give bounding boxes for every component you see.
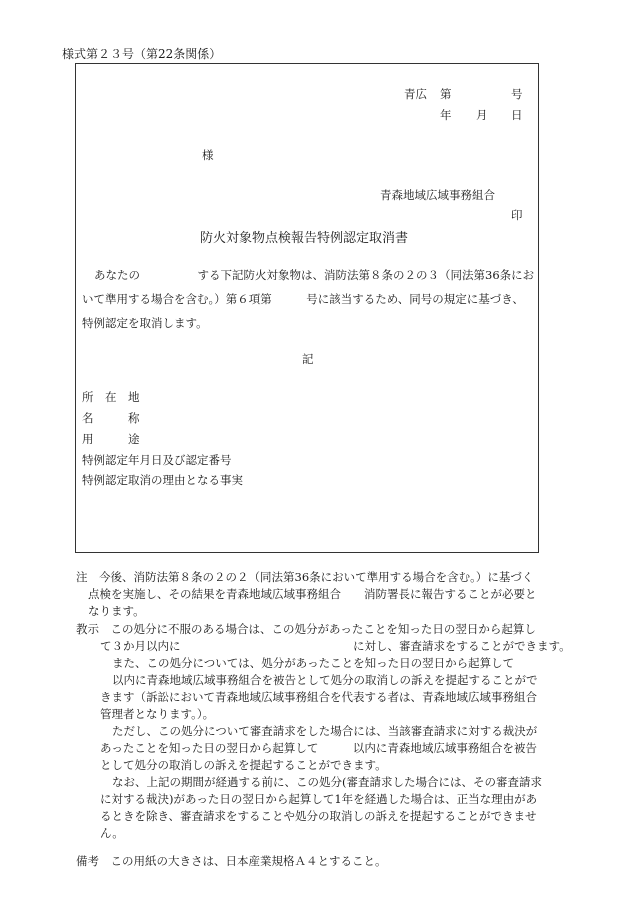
body-line-2: いて準用する場合を含む。）第６項第 号に該当するため、同号の規定に基づき、 — [82, 292, 524, 306]
form-number: 様式第２３号（第22条関係） — [62, 47, 222, 61]
kyoji-line-11: に対する裁決)があった日の翌日から起算して1年を経過した場合は、正当な理由があ — [100, 792, 538, 806]
seal-mark: 印 — [511, 208, 523, 222]
kyoji-line-1: 教示 この処分に不服のある場合は、この処分があったことを知った日の翌日から起算し — [76, 622, 536, 636]
kyoji-line-10: なお、上記の期間が経過する前に、この処分(審査請求した場合には、その審査請求 — [112, 775, 542, 789]
ref-dai: 第 — [440, 87, 452, 101]
note-chu-line-2: 点検を実施し、その結果を青森地域広域事務組合 消防署長に報告することが必要と — [88, 587, 537, 601]
ref-prefix: 青広 — [404, 87, 427, 101]
field-revocation-reason: 特例認定取消の理由となる事実 — [82, 473, 243, 487]
issuer-name: 青森地域広域事務組合 — [380, 188, 495, 202]
kyoji-line-6: 管理者となります。）。 — [100, 707, 215, 721]
kyoji-line-5: きます（訴訟において青森地域広域事務組合を代表する者は、青森地域広域事務組合 — [100, 690, 537, 704]
body-line-3: 特例認定を取消します。 — [82, 316, 208, 330]
kyoji-line-4: 以内に青森地域広域事務組合を被告として処分の取消しの訴えを提起することがで — [112, 673, 538, 687]
kyoji-line-3: また、この処分については、処分があったことを知った日の翌日から起算して — [112, 656, 515, 670]
document-title: 防火対象物点検報告特例認定取消書 — [200, 231, 409, 246]
field-usage: 用 途 — [82, 432, 140, 446]
kyoji-line-12: るときを除き、審査請求をすることや処分の取消しの訴えを提起することができませ — [100, 809, 537, 823]
remarks-line: 備考 この用紙の大きさは、日本産業規格Ａ４とすること。 — [76, 854, 387, 868]
kyoji-line-13: ん。 — [100, 826, 124, 840]
note-chu-line-3: なります。 — [88, 604, 145, 618]
certificate-frame — [75, 63, 539, 553]
addressee-suffix: 様 — [202, 148, 214, 162]
ref-go: 号 — [511, 87, 523, 101]
kyoji-line-2: て３か月以内に に対し、審査請求をすることができます。 — [100, 639, 571, 653]
date-month: 月 — [476, 108, 488, 122]
date-day: 日 — [511, 108, 523, 122]
kyoji-line-8: あったことを知った日の翌日から起算して 以内に青森地域広域事務組合を被告 — [100, 741, 537, 755]
field-location: 所 在 地 — [82, 390, 140, 404]
field-name: 名 称 — [82, 411, 140, 425]
body-line-1: あなたの する下記防火対象物は、消防法第８条の２の３（同法第36条にお — [94, 268, 535, 282]
note-chu-line-1: 注 今後、消防法第８条の２の２（同法第36条において準用する場合を含む。）に基づく — [76, 570, 534, 584]
field-cert-date-number: 特例認定年月日及び認定番号 — [82, 453, 232, 467]
date-year: 年 — [440, 108, 452, 122]
kyoji-line-9: として処分の取消しの訴えを提起することができます。 — [100, 758, 387, 772]
kyoji-line-7: ただし、この処分について審査請求をした場合には、当該審査請求に対する裁決が — [112, 724, 538, 738]
ki-heading: 記 — [302, 352, 314, 366]
